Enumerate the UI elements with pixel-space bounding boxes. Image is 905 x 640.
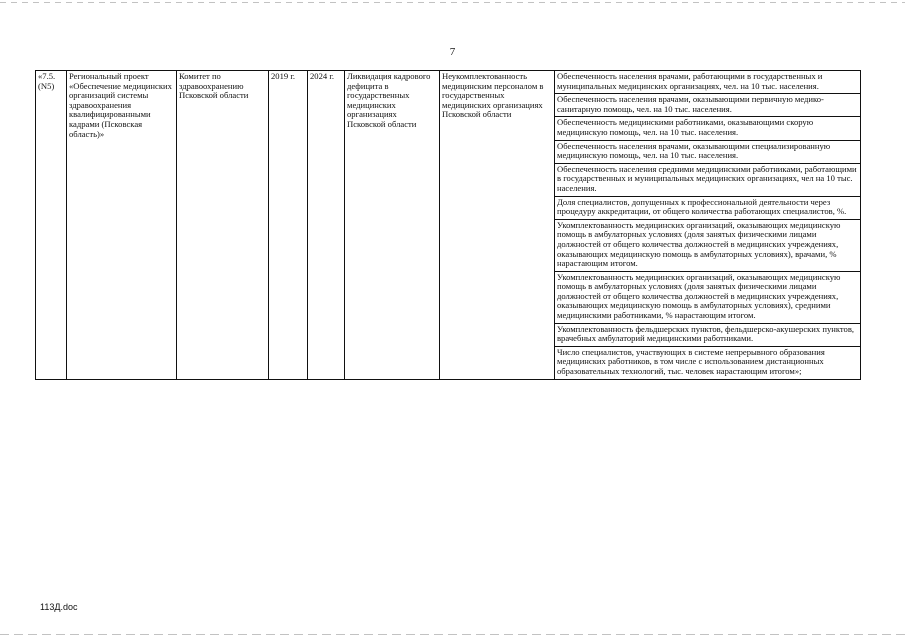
cell-end-year: 2024 г.: [308, 71, 345, 380]
footer-filename: 113Д.doc: [40, 602, 78, 612]
indicator-item: Обеспеченность населения средними медицинскими работниками, работающими в государственных и муниципальных медицинских организациях, чел на 10 тыс. населения.: [555, 164, 860, 197]
cell-number: «7.5. (N5): [36, 71, 67, 380]
scan-artifact-bottom: [0, 634, 905, 635]
program-table: [35, 70, 861, 380]
indicator-item: Укомплектованность медицинских организаций, оказывающих медицинскую помощь в амбулаторных условиях (доля занятых физическими лицами должностей от общего количества должностей в медицинских учреждениях, оказывающих медицинскую помощь в амбулаторных условиях), средними медицинскими работниками, % нарастающим итогом.: [555, 272, 860, 324]
cell-responsible: Комитет по здравоохранению Псковской области: [177, 71, 269, 380]
indicator-item: Доля специалистов, допущенных к профессиональной деятельности через процедуру аккредитации, от общего количества работающих специалистов, %.: [555, 197, 860, 220]
cell-indicators: [555, 71, 861, 380]
indicator-item: Обеспеченность населения врачами, оказывающими первичную медико-санитарную помощь, чел. на 10 тыс. населения.: [555, 94, 860, 117]
table-row: [36, 71, 861, 380]
page-number: 7: [449, 46, 456, 58]
cell-problem: Неукомплектованность медицинским персоналом в государственных медицинских организациях Псковской области: [440, 71, 555, 380]
indicator-item: Обеспеченность населения врачами, работающими в государственных и муниципальных медицинских организациях, чел. на 10 тыс. населения.: [555, 71, 860, 94]
cell-goal: Ликвидация кадрового дефицита в государственных медицинских организациях Псковской области: [345, 71, 440, 380]
indicator-item: Укомплектованность фельдшерских пунктов, фельдшерско-акушерских пунктов, врачебных амбулаторий медицинскими работниками.: [555, 324, 860, 347]
indicator-item: Обеспеченность населения врачами, оказывающими специализированную медицинскую помощь, чел. на 10 тыс. населения.: [555, 141, 860, 164]
scan-artifact-top: [0, 2, 905, 3]
indicator-item: Укомплектованность медицинских организаций, оказывающих медицинскую помощь в амбулаторных условиях (доля занятых физическими лицами должностей от общего количества должностей в медицинских учреждениях, оказывающих медицинскую помощь в амбулаторных условиях), врачами, % нарастающим итогом.: [555, 220, 860, 272]
indicator-item: Число специалистов, участвующих в системе непрерывного образования медицинских работников, в том числе с использованием дистанционных образовательных технологий, тыс. человек нарастающим итогом»;: [557, 346, 825, 377]
indicator-item: Обеспеченность медицинскими работниками, оказывающими скорую медицинскую помощь, чел. на 10 тыс. населения.: [555, 117, 860, 140]
cell-start-year: 2019 г.: [269, 71, 308, 380]
cell-project: Региональный проект «Обеспечение медицинских организаций системы здравоохранения квалифицированными кадрами (Псковская область)»: [67, 71, 177, 380]
